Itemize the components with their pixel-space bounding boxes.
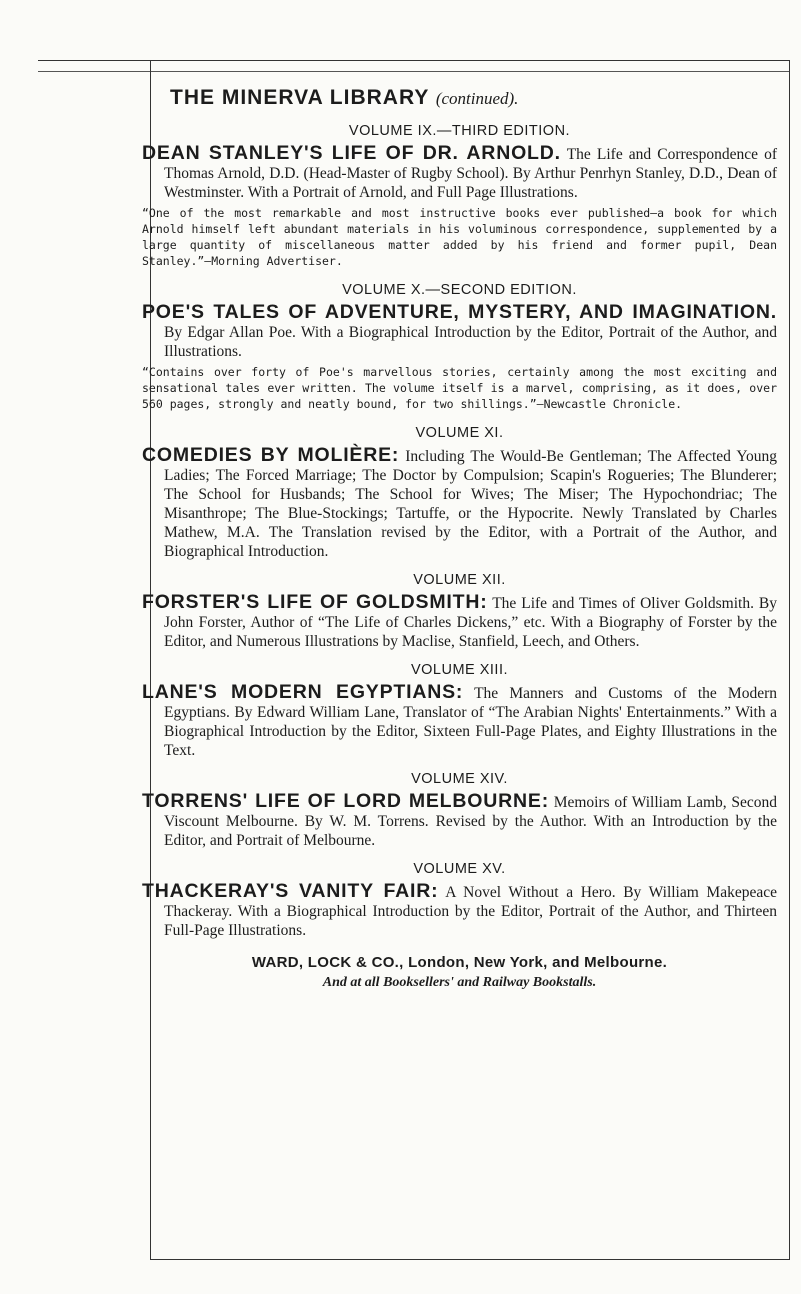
volume-description xyxy=(142,142,777,202)
volume-description xyxy=(142,301,777,361)
volume-title: LANE'S MODERN EGYPTIANS: xyxy=(142,681,464,703)
volume-entry xyxy=(142,420,777,561)
volume-heading: VOLUME XIII. xyxy=(410,662,509,678)
volume-entry xyxy=(142,766,777,850)
volume-entry xyxy=(142,657,777,760)
volume-entry xyxy=(142,856,777,940)
volume-description xyxy=(142,790,777,850)
volume-title: FORSTER'S LIFE OF GOLDSMITH: xyxy=(142,591,488,613)
volume-entry xyxy=(142,567,777,651)
review-quote: “One of the most remarkable and most instructive books ever published—a book for which Arnold himself left abundant materials in his voluminous correspondence, supplemented by a large quantity of miscellaneous matter added by his friend and former pupil, Dean Stanley.”—Morning Advertiser. xyxy=(142,206,777,268)
volume-heading: VOLUME XII. xyxy=(413,572,506,588)
volume-title: TORRENS' LIFE OF LORD MELBOURNE: xyxy=(142,790,549,812)
volume-list xyxy=(142,118,777,940)
volume-body: Including The Would-Be Gentleman; The Affected Young Ladies; The Forced Marriage; The Doctor by Compulsion; Scapin's Rogueries; The Blunderer; The School for Husbands; The School for Wives; The Miser; The Hypochondriac; The Misanthrope; The Blue-Stockings; Tartuffe, or the Hypocrite. Newly Translated by Charles Mathew, M.A. The Translation revised by the Editor, with a Portrait of the Author, and Biographical Introduction. xyxy=(164,448,777,560)
continued-label: (continued). xyxy=(435,89,519,108)
volume-entry xyxy=(142,118,777,269)
volume-description xyxy=(142,591,777,651)
volume-body: By Edgar Allan Poe. With a Biographical Introduction by the Editor, Portrait of the Author, and Illustrations. xyxy=(164,324,777,360)
volume-body: The Life and Correspondence of Thomas Arnold, D.D. (Head-Master of Rugby School). By Arthur Penrhyn Stanley, D.D., Dean of Westminster. With a Portrait of Arnold, and Full Page Illustrations. xyxy=(164,146,777,201)
library-title: THE MINERVA LIBRARY xyxy=(170,86,429,109)
volume-heading: VOLUME XV. xyxy=(413,861,506,877)
volume-body: The Life and Times of Oliver Goldsmith. By John Forster, Author of “The Life of Charles Dickens,” etc. With a Biography of Forster by the Editor, and Numerous Illustrations by Maclise, Stanfield, Leech, and Others. xyxy=(164,595,777,650)
bookseller-note: And at all Booksellers' and Railway Bookstalls. xyxy=(322,975,597,990)
volume-title: POE'S TALES OF ADVENTURE, MYSTERY, AND IMAGINATION. xyxy=(142,301,777,323)
volume-body: Memoirs of William Lamb, Second Viscount Melbourne. By W. M. Torrens. Revised by the Author. With an Introduction by the Editor, and Portrait of Melbourne. xyxy=(164,794,777,849)
publisher-line: WARD, LOCK & CO., London, New York, and Melbourne. xyxy=(251,954,668,971)
volume-heading: VOLUME X.—SECOND EDITION. xyxy=(342,282,577,298)
volume-description xyxy=(142,444,777,561)
volume-heading: VOLUME XI. xyxy=(415,425,504,441)
volume-description xyxy=(142,681,777,760)
volume-title: DEAN STANLEY'S LIFE OF DR. ARNOLD. xyxy=(142,142,561,164)
volume-title: COMEDIES BY MOLIÈRE: xyxy=(142,444,400,466)
volume-body: A Novel Without a Hero. By William Makepeace Thackeray. With a Biographical Introduction by the Editor, Portrait of the Author, and Thirteen Full-Page Illustrations. xyxy=(164,884,777,939)
volume-entry xyxy=(142,277,777,412)
volume-description xyxy=(142,880,777,940)
review-quote: “Contains over forty of Poe's marvellous stories, certainly among the most exciting and sensational tales ever written. The volume itself is a marvel, comprising, as it does, over 560 pages, strongly and neatly bound, for two shillings.”—Newcastle Chronicle. xyxy=(142,365,777,411)
page-title xyxy=(170,86,777,118)
volume-heading: VOLUME XIV. xyxy=(411,771,508,787)
volume-title: THACKERAY'S VANITY FAIR: xyxy=(142,880,439,902)
volume-heading: VOLUME IX.—THIRD EDITION. xyxy=(348,123,571,139)
page-content xyxy=(142,86,777,991)
volume-body: The Manners and Customs of the Modern Egyptians. By Edward William Lane, Translator of “The Arabian Nights' Entertainments.” With a Biographical Introduction by the Editor, Sixteen Full-Page Plates, and Eighty Illustrations in the Text. xyxy=(164,685,777,759)
